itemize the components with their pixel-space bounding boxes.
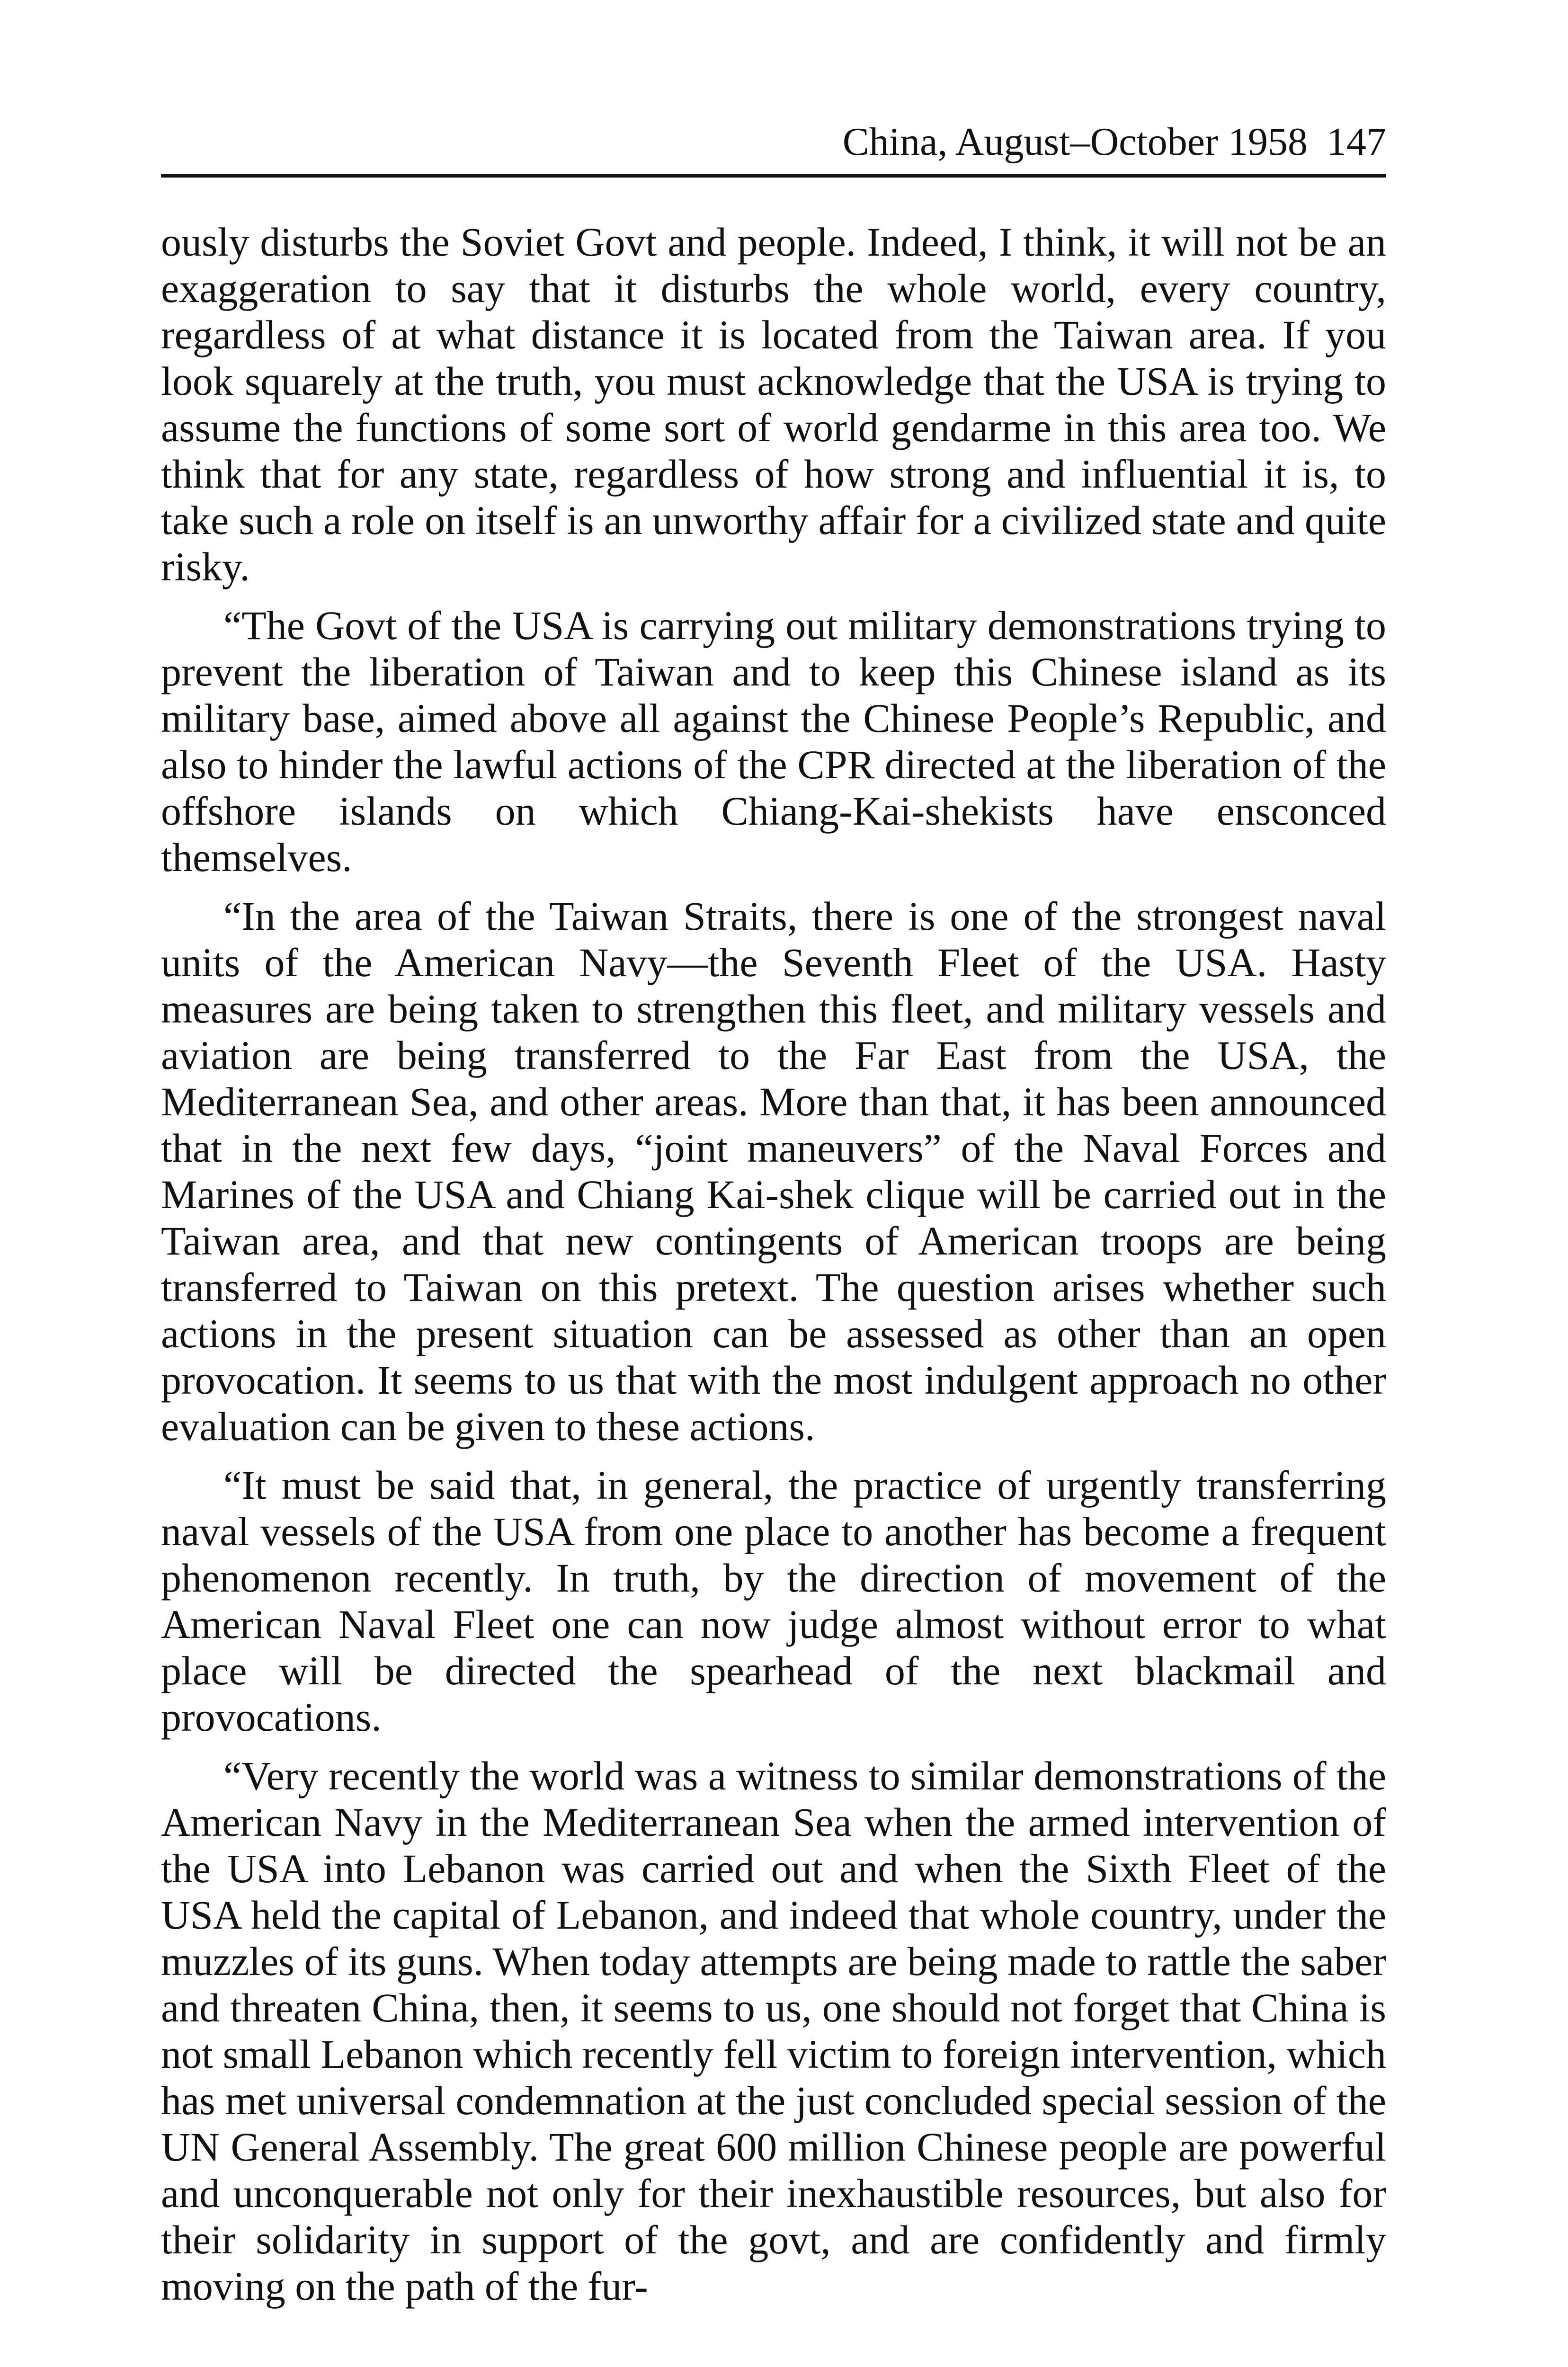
paragraph-govt-usa: “The Govt of the USA is carrying out military demonstrations trying to prevent the liberation of Taiwan and to keep this Chinese island as its military base, aimed above all against the Chinese People’s Republic, and also to hinder the lawful actions of the CPR directed at the liberation of the offshore islands on which Chiang-Kai-shekists have ensconced themselves. bbox=[161, 603, 1386, 880]
body-text bbox=[161, 219, 1386, 2309]
running-title: China, August–October 1958 bbox=[842, 120, 1308, 164]
header-rule bbox=[161, 174, 1386, 178]
paragraph-naval-transfers: “It must be said that, in general, the practice of urgently transferring naval vessels of the USA from one place to another has become a frequent phenomenon recently. In truth, by the direction of movement of the American Naval Fleet one can now judge almost without error to what place will be directed the spearhead of the next blackmail and provocations. bbox=[161, 1462, 1386, 1740]
paragraph-continuation: ously disturbs the Soviet Govt and people. Indeed, I think, it will not be an exaggeration to say that it disturbs the whole world, every country, regardless of at what distance it is located from the Taiwan area. If you look squarely at the truth, you must acknowledge that the USA is trying to assume the functions of some sort of world gendarme in this area too. We think that for any state, regardless of how strong and influential it is, to take such a role on itself is an unworthy affair for a civilized state and quite risky. bbox=[161, 219, 1386, 589]
paragraph-taiwan-straits: “In the area of the Taiwan Straits, there is one of the strongest naval units of the American Navy—the Seventh Fleet of the USA. Hasty measures are being taken to strengthen this fleet, and military vessels and aviation are being transferred to the Far East from the USA, the Mediterranean Sea, and other areas. More than that, it has been announced that in the next few days, “joint maneuvers” of the Naval Forces and Marines of the USA and Chiang Kai-shek clique will be carried out in the Taiwan area, and that new contingents of American troops are being transferred to Taiwan on this pretext. The question arises whether such actions in the present situation can be assessed as other than an open provocation. It seems to us that with the most indulgent approach no other evaluation can be given to these actions. bbox=[161, 893, 1386, 1449]
page-number: 147 bbox=[1327, 120, 1386, 164]
paragraph-lebanon: “Very recently the world was a witness to similar demonstrations of the American Navy in the Mediterranean Sea when the armed intervention of the USA into Lebanon was carried out and when the Sixth Fleet of the USA held the capital of Lebanon, and indeed that whole country, under the muzzles of its guns. When today attempts are being made to rattle the saber and threaten China, then, it seems to us, one should not forget that China is not small Lebanon which recently fell victim to foreign intervention, which has met universal condemnation at the just concluded special session of the UN General Assembly. The great 600 million Chinese people are powerful and unconquerable not only for their inexhaustible resources, but also for their solidarity in support of the govt, and are confidently and firmly moving on the path of the fur- bbox=[161, 1753, 1386, 2309]
running-header bbox=[161, 118, 1386, 166]
